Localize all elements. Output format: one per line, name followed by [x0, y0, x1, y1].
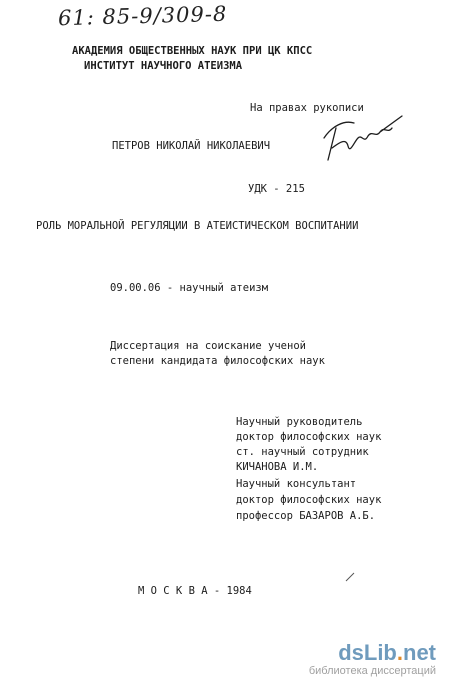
institution-line-2: ИНСТИТУТ НАУЧНОГО АТЕИЗМА: [84, 60, 243, 72]
handwritten-reference: 61: 85-9/309-8: [57, 1, 228, 31]
supervisor-role: Научный руководитель: [236, 416, 363, 428]
dissertation-title: РОЛЬ МОРАЛЬНОЙ РЕГУЛЯЦИИ В АТЕИСТИЧЕСКОМ ВОСПИТАНИИ: [36, 220, 359, 232]
dslib-logo: dsLib.net: [338, 640, 436, 665]
manuscript-rights: На правах рукописи: [250, 102, 364, 114]
udk-code: УДК - 215: [248, 183, 305, 195]
supervisor-title: ст. научный сотрудник: [236, 446, 369, 458]
dissertation-purpose-line-1: Диссертация на соискание ученой: [110, 340, 306, 352]
consultant-degree: доктор философских наук: [236, 494, 382, 506]
institution-line-1: АКАДЕМИЯ ОБЩЕСТВЕННЫХ НАУК ПРИ ЦК КПСС: [72, 45, 313, 57]
dslib-watermark: [309, 641, 436, 678]
consultant-name: профессор БАЗАРОВ А.Б.: [236, 510, 376, 522]
consultant-role: Научный консультант: [236, 478, 357, 490]
signature-image: [318, 108, 406, 166]
specialty-code: 09.00.06 - научный атеизм: [110, 282, 269, 294]
city-year: М О С К В А - 1984: [138, 585, 252, 597]
dissertation-purpose-line-2: степени кандидата философских наук: [110, 355, 325, 367]
dslib-subtitle: библиотека диссертаций: [308, 665, 436, 677]
pencil-mark: [344, 571, 356, 583]
author-name: ПЕТРОВ НИКОЛАЙ НИКОЛАЕВИЧ: [112, 140, 271, 152]
supervisor-name: КИЧАНОВА И.М.: [236, 461, 319, 473]
supervisor-degree: доктор философских наук: [236, 431, 382, 443]
